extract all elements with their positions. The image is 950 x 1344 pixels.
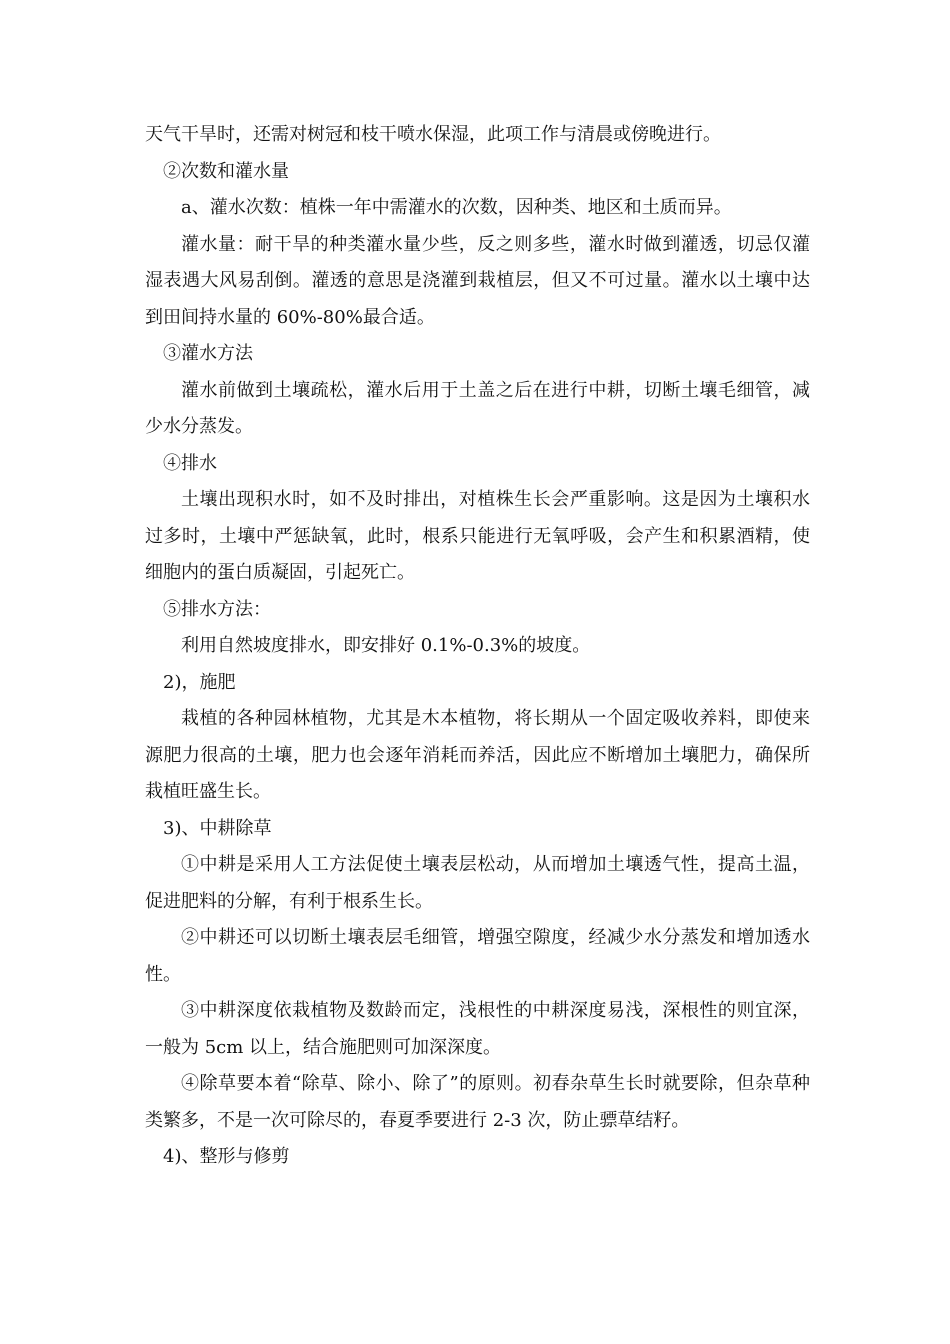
heading-cultivation-weeding: 3)、中耕除草 xyxy=(163,817,272,839)
paragraph-cultivation-1: ①中耕是采用人工方法促使土壤表层松动，从而增加土壤透气性，提高土温，促进肥料的分解，有利于根系生长。 xyxy=(145,854,810,912)
paragraph-weeding: ④除草要本着“除草、除小、除了”的原则。初春杂草生长时就要除，但杂草种类繁多，不是一次可除尽的，春夏季要进行 2-3 次，防止骠草结籽。 xyxy=(145,1073,810,1131)
paragraph-cultivation-3: ③中耕深度依栽植物及数龄而定，浅根性的中耕深度易浅，深根性的则宜深，一般为 5cm 以上，结合施肥则可加深深度。 xyxy=(145,1000,810,1058)
paragraph-irrigation-frequency: a、灌水次数：植株一年中需灌水的次数，因种类、地区和土质而异。 xyxy=(181,197,732,218)
paragraph-drainage-method: 利用自然坡度排水，即安排好 0.1%-0.3%的坡度。 xyxy=(181,635,591,656)
paragraph-fertilization: 栽植的各种园林植物，尤其是木本植物，将长期从一个固定吸收养料，即使来源肥力很高的土壤，肥力也会逐年消耗而养活，因此应不断增加土壤肥力，确保所栽植旺盛生长。 xyxy=(145,708,810,802)
heading-fertilization: 2)，施肥 xyxy=(163,671,236,693)
paragraph-irrigation-method: 灌水前做到土壤疏松，灌水后用于土盖之后在进行中耕，切断土壤毛细管，减少水分蒸发。 xyxy=(145,379,810,437)
heading-irrigation-method: ③灌水方法 xyxy=(163,343,253,364)
heading-drainage-method: ⑤排水方法： xyxy=(163,598,271,620)
paragraph-continuation: 天气干旱时，还需对树冠和枝干喷水保湿，此项工作与清晨或傍晚进行。 xyxy=(145,124,721,145)
document-body xyxy=(145,117,810,1176)
paragraph-cultivation-2: ②中耕还可以切断土壤表层毛细管，增强空隙度，经减少水分蒸发和增加透水性。 xyxy=(145,927,810,985)
paragraph-irrigation-amount: 灌水量：耐干旱的种类灌水量少些，反之则多些，灌水时做到灌透，切忌仅灌湿表遇大风易刮倒。灌透的意思是浇灌到栽植层，但又不可过量。灌水以土壤中达到田间持水量的 60%-80%最合适。 xyxy=(145,233,810,328)
paragraph-drainage: 土壤出现积水时，如不及时排出，对植株生长会严重影响。这是因为土壤积水过多时，土壤中严惩缺氧，此时，根系只能进行无氧呼吸，会产生和积累酒精，使细胞内的蛋白质凝固，引起死亡。 xyxy=(145,489,810,583)
heading-irrigation-frequency-amount: ②次数和灌水量 xyxy=(163,160,289,182)
heading-drainage: ④排水 xyxy=(163,452,217,474)
heading-shaping-pruning: 4)、整形与修剪 xyxy=(163,1146,290,1167)
